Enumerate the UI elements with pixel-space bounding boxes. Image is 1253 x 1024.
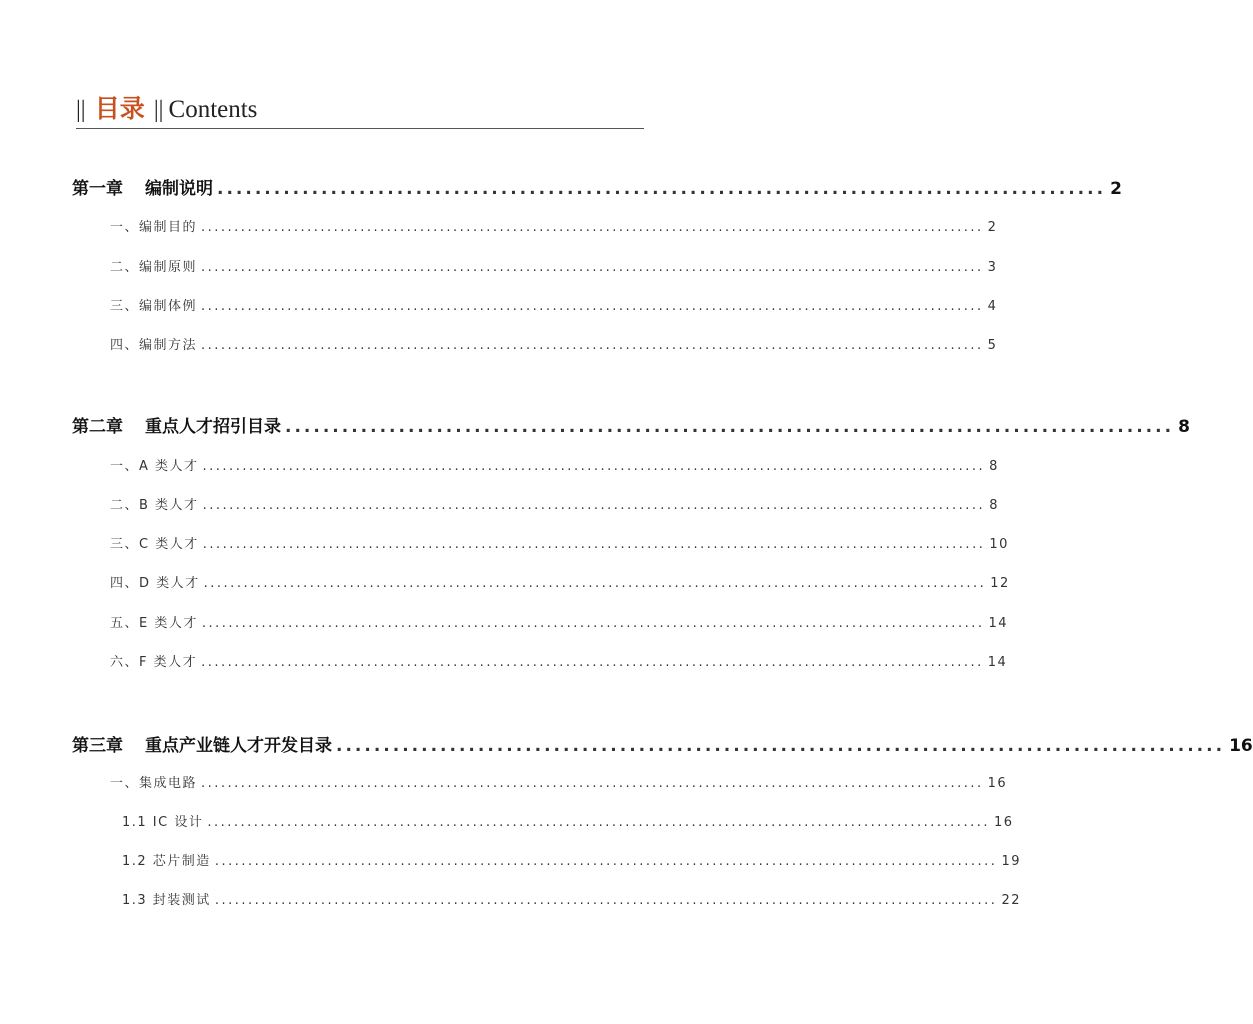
page-number: 14 bbox=[987, 655, 1008, 670]
page-number: 3 bbox=[987, 260, 998, 275]
page-number: 4 bbox=[987, 299, 998, 314]
page-number: 16 bbox=[987, 776, 1008, 791]
entry-label: 1.1 IC 设计 bbox=[122, 815, 204, 830]
toc-entry[interactable] bbox=[110, 651, 1008, 670]
chapter-number: 第一章 bbox=[72, 179, 123, 199]
page-number: 5 bbox=[987, 338, 998, 353]
toc-entry[interactable] bbox=[110, 256, 998, 275]
entry-label: 1.2 芯片制造 bbox=[122, 854, 211, 869]
header-bars-right: || bbox=[153, 97, 164, 123]
entry-label: 一、A 类人才 bbox=[110, 459, 199, 474]
toc-subentry[interactable] bbox=[122, 850, 1021, 869]
chapter-number: 第二章 bbox=[72, 417, 123, 437]
toc-subentry[interactable] bbox=[122, 889, 1021, 908]
page-number: 22 bbox=[1001, 893, 1021, 908]
toc-entry[interactable] bbox=[110, 572, 1010, 591]
dot-leader: ...................................................................................................................... bbox=[201, 260, 984, 275]
toc-entry[interactable] bbox=[110, 494, 999, 513]
entry-label: 三、编制体例 bbox=[110, 299, 198, 314]
entry-label: 六、F 类人才 bbox=[110, 655, 198, 670]
page-number: 2 bbox=[1110, 179, 1122, 199]
dot-leader: ...................................................................................................................... bbox=[201, 776, 984, 791]
page-number: 19 bbox=[1001, 854, 1021, 869]
entry-label: 一、集成电路 bbox=[110, 776, 198, 791]
dot-leader: ...................................................................................................................... bbox=[201, 299, 984, 314]
chapter-title: 重点产业链人才开发目录 bbox=[145, 736, 332, 756]
dot-leader: ...................................................................................................................... bbox=[201, 616, 985, 631]
toc-chapter-2[interactable] bbox=[72, 412, 1190, 437]
dot-leader: ...................................................................................................................... bbox=[201, 220, 984, 235]
dot-leader: ...................................................................................................................... bbox=[202, 459, 986, 474]
toc-subentry[interactable] bbox=[122, 811, 1014, 830]
entry-label: 一、编制目的 bbox=[110, 220, 198, 235]
toc-chapter-1[interactable] bbox=[72, 174, 1122, 199]
page-number: 8 bbox=[989, 459, 999, 474]
entry-label: 二、B 类人才 bbox=[110, 498, 199, 513]
page-number: 8 bbox=[1178, 417, 1190, 437]
entry-label: 四、D 类人才 bbox=[110, 576, 200, 591]
toc-chapter-3[interactable] bbox=[72, 731, 1253, 756]
toc-entry[interactable] bbox=[110, 455, 999, 474]
entry-label: 五、E 类人才 bbox=[110, 616, 198, 631]
dot-leader: .............................................................................................. bbox=[285, 417, 1175, 437]
toc-entry[interactable] bbox=[110, 295, 998, 314]
entry-label: 三、C 类人才 bbox=[110, 537, 199, 552]
toc-entry[interactable] bbox=[110, 334, 998, 353]
dot-leader: ...................................................................................................................... bbox=[214, 854, 998, 869]
toc-entry[interactable] bbox=[110, 216, 998, 235]
dot-leader: ...................................................................................................................... bbox=[201, 338, 984, 353]
dot-leader: ...................................................................................................................... bbox=[203, 576, 987, 591]
header-bars-left: || bbox=[76, 97, 86, 123]
dot-leader: ...................................................................................................................... bbox=[214, 893, 998, 908]
chapter-number: 第三章 bbox=[72, 736, 123, 756]
dot-leader: .............................................................................................. bbox=[217, 179, 1107, 199]
page-number: 14 bbox=[988, 616, 1009, 631]
dot-leader: .............................................................................................. bbox=[336, 736, 1226, 756]
dot-leader: ...................................................................................................................... bbox=[207, 815, 990, 830]
page-number: 10 bbox=[989, 537, 1009, 552]
toc-entry[interactable] bbox=[110, 533, 1009, 552]
toc-title-chinese: 目录 bbox=[94, 94, 145, 123]
page-number: 12 bbox=[990, 576, 1010, 591]
toc-entry[interactable] bbox=[110, 612, 1009, 631]
page-number: 8 bbox=[989, 498, 999, 513]
entry-label: 1.3 封装测试 bbox=[122, 893, 211, 908]
page-number: 16 bbox=[993, 815, 1014, 830]
toc-header bbox=[76, 92, 644, 129]
page-number: 16 bbox=[1229, 736, 1253, 756]
entry-label: 四、编制方法 bbox=[110, 338, 198, 353]
dot-leader: ...................................................................................................................... bbox=[202, 498, 986, 513]
toc-entry[interactable] bbox=[110, 772, 1008, 791]
chapter-title: 重点人才招引目录 bbox=[145, 417, 281, 437]
dot-leader: ...................................................................................................................... bbox=[202, 537, 986, 552]
page-number: 2 bbox=[987, 220, 998, 235]
toc-title-english: Contents bbox=[168, 96, 258, 123]
entry-label: 二、编制原则 bbox=[110, 260, 198, 275]
chapter-title: 编制说明 bbox=[145, 179, 213, 199]
dot-leader: ...................................................................................................................... bbox=[201, 655, 984, 670]
